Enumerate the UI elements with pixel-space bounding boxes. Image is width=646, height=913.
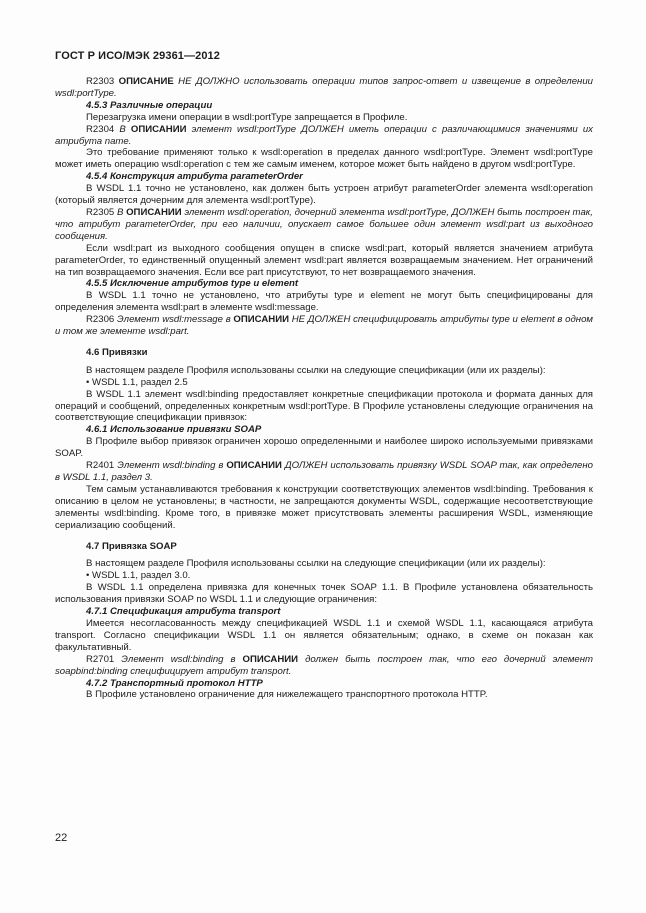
req-keyword: ОПИСАНИИ [226,460,282,472]
paragraph: Это требование применяют только к wsdl:operation в пределах данного wsdl:portType. Элемент wsdl:portType может иметь операцию wsdl:operation с тем же самым именем, которое может быть найдено в другом wsdl:portType. [55,147,593,171]
req-r2303 [55,76,593,100]
req-r2401 [55,460,593,484]
section-heading: 4.6 Привязки [86,346,148,358]
req-keyword: ОПИСАНИИ [233,314,290,326]
list-item: • WSDL 1.1, раздел 2.5 [86,376,188,388]
list-item: • WSDL 1.1, раздел 3.0. [86,570,191,582]
req-keyword: ОПИСАНИИ [130,123,187,135]
paragraph: В Профиле установлено ограничение для нижележащего транспортного протокола HTTP. [86,689,488,701]
req-r2304 [55,124,593,148]
req-r2701 [55,654,593,678]
req-code: R2303 [86,76,115,87]
page-number: 22 [55,832,68,844]
req-keyword: ОПИСАНИИ [242,653,299,665]
req-prefix: Элемент wsdl:binding в [121,653,236,665]
paragraph: В WSDL 1.1 элемент wsdl:binding предоставляет конкретные спецификации протокола и формата данных для операций и сообщений, определенных конкретным wsdl:portType. В Профиле установлены следующие ограничения на соответствующие спецификации привязок: [55,388,593,424]
req-code: R2305 [86,206,115,218]
req-text: элемент wsdl:portType ДОЛЖЕН иметь операции с различающимися значениями их атрибута name. [55,123,593,147]
subsection-heading: 4.5.3 Различные операции [86,99,213,111]
req-text: должен быть построен так, что его дочерний элемент soapbind:binding специфицирует атрибут transport. [55,653,594,677]
subsection-heading: 4.7.1 Спецификация атрибута transport [86,606,281,618]
req-code: R2306 [86,314,115,326]
page-body [55,76,593,701]
req-code: R2701 [86,653,115,665]
subsection-heading: 4.7.2 Транспортный протокол HTTP [86,677,263,689]
section-heading: 4.7 Привязка SOAP [86,540,177,552]
document-header: ГОСТ Р ИСО/МЭК 29361—2012 [55,50,220,62]
req-text: НЕ ДОЛЖЕН специфицировать атрибуты type и element в одном и том же элементе wsdl:part. [55,314,593,338]
req-prefix: В [119,123,126,135]
subsection-heading: 4.6.1 Использование привязки SOAP [86,424,262,436]
paragraph: Перезагрузка имени операции в wsdl:portType запрещается в Профиле. [86,111,408,123]
paragraph: Если wsdl:part из выходного сообщения опущен в списке wsdl:part, который является значением атрибута parameterOrder, то единственный опущенный элемент wsdl:part является возвращаемым значением. Нет ограничений на тип возвращаемого значения. Если все part присутствуют, то нет возвращаемого значения. [55,242,593,278]
paragraph: В WSDL 1.1 точно не установлено, как должен быть устроен атрибут parameterOrder элемента wsdl:operation (который является дочерним для элемента wsdl:portType). [55,183,593,207]
req-keyword: ОПИСАНИИ [126,206,182,218]
req-keyword: ОПИСАНИЕ [118,76,174,87]
req-text: ДОЛЖЕН использовать привязку WSDL SOAP так, как определено в WSDL 1.1, раздел 3. [55,460,593,483]
req-r2306 [55,314,593,338]
req-text: НЕ ДОЛЖНО использовать операции типов запрос-ответ и извещение в определении wsdl:portType. [55,76,593,99]
req-code: R2304 [86,123,115,135]
paragraph: Тем самым устанавливаются требования к конструкции соответствующих элементов wsdl:binding. Требования к описанию в целом не установлены; в частности, не запрещаются документы WSDL, содержащие несоответствующие элементы wsdl:binding. Кроме того, в привязке может присутствовать элементы расширения WSDL, изменяющие сериализацию сообщений. [55,483,593,531]
subsection-heading: 4.5.4 Конструкция атрибута parameterOrder [86,171,303,183]
req-code: R2401 [86,460,115,472]
paragraph: В WSDL 1.1 точно не установлено, что атрибуты type и element не могут быть специфицированы для определения элемента wsdl:part в элементе wsdl:message. [55,290,593,314]
paragraph: Имеется несогласованность между спецификацией WSDL 1.1 и схемой WSDL 1.1, касающаяся атрибута transport. Согласно спецификации WSDL 1.1 он является обязательным; однако, в схеме он показан как факультативный. [55,617,593,653]
req-prefix: Элемент wsdl:binding в [117,460,224,472]
paragraph: В настоящем разделе Профиля использованы ссылки на следующие спецификации (или их разделы): [86,558,546,570]
req-prefix: В [116,206,124,218]
paragraph: В WSDL 1.1 определена привязка для конечных точек SOAP 1.1. В Профиле установлена обязательность использования привязки SOAP по WSDL 1.1 и следующие ограничения: [55,582,593,606]
paragraph: В Профиле выбор привязок ограничен хорошо определенными и наиболее широко используемыми привязками SOAP. [55,436,593,460]
req-prefix: Элемент wsdl:message в [117,314,231,326]
subsection-heading: 4.5.5 Исключение атрибутов type и element [86,278,299,290]
req-text: элемент wsdl:operation, дочерний элемента wsdl:portType, ДОЛЖЕН быть построен так, что атрибут parameterOrder, при его наличии, опускает самое большее один элемент wsdl:part из выходного сообщения. [55,206,593,242]
req-r2305 [55,207,593,243]
paragraph: В настоящем разделе Профиля использованы ссылки на следующие спецификации (или их разделы): [86,364,546,376]
